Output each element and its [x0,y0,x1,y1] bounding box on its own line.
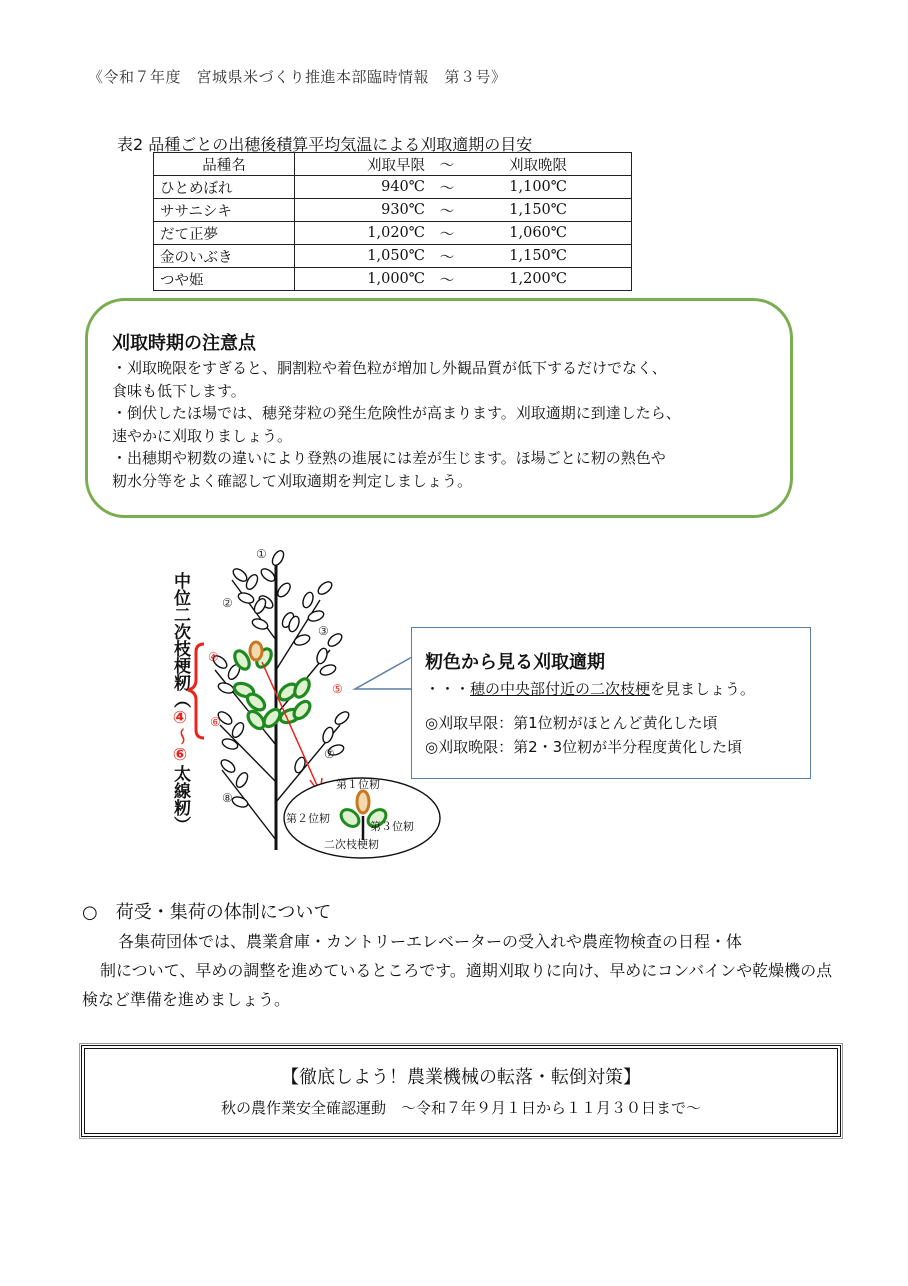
document-header: 《令和７年度 宮城県米づくり推進本部臨時情報 第３号》 [88,68,507,86]
table-caption: 表2 品種ごとの出穂後積算平均気温による刈取適期の目安 [117,135,533,154]
header-variety: 品種名 [154,153,295,176]
safety-campaign-box [81,1045,841,1137]
cell-late: 1,150℃ [509,248,567,264]
cell-early: 1,020℃ [367,225,425,241]
safety-title: 【徹底しよう！農業機械の転落・転倒対策】 [281,1067,641,1088]
table-row [154,222,632,245]
cell-variety: ササニシキ [154,199,295,222]
cell-late: 1,060℃ [509,225,567,241]
callout-sub-underlined: 穂の中央部付近の二次枝梗 [470,680,651,698]
branch-number-6: ⑥ [210,715,221,729]
orange-grain [250,642,262,660]
cell-tilde: ～ [439,272,455,289]
notice-title: 刈取時期の注意点 [112,333,256,354]
callout-sub-suffix: を見ましょう。 [650,680,756,698]
label-first-grain: 第１位籾 [336,778,380,791]
table-row [154,245,632,268]
branch-number-2: ② [222,596,233,610]
header-tilde: ～ [439,157,455,174]
cell-late: 1,200℃ [509,271,567,287]
cell-tilde: ～ [439,249,455,266]
grain-color-callout [411,627,811,779]
cell-early: 940℃ [381,179,425,195]
notice-line: ・倒伏したほ場では、穂発芽粒の発生危険性が高まります。刈取適期に到達したら、 [112,404,681,422]
label-third-grain: 第３位籾 [370,820,414,833]
vlabel-part1: 中位二次枝梗籾（ [170,572,190,708]
harvest-notice-box [85,298,793,518]
notice-line: 籾水分等をよく確認して刈取適期を判定しましょう。 [112,471,473,490]
cell-tilde: ～ [439,226,455,243]
table-row [154,199,632,222]
label-second-grain: 第２位籾 [286,812,330,825]
branch-number-7: ⑦ [324,747,335,761]
callout-early-limit: ◎刈取早限：第1位籾がほとんど黄化した頃 [425,714,718,732]
label-secondary-branch: 二次枝梗籾 [324,838,379,851]
branch-number-8: ⑧ [222,791,233,805]
red-brace [188,644,204,738]
vlabel-part2: ④～⑥ [170,708,190,765]
section-body-rest: 制について、早めの調整を進めているところです。適期刈取りに向け、早めにコンバインや乾燥機の点検など準備を進めましょう。 [82,961,833,1009]
vlabel-part3: 太線籾） [170,765,190,833]
white-grains [211,549,351,809]
cell-late: 1,100℃ [509,179,567,195]
header-late: 刈取晩限 [509,157,567,174]
notice-line: ・刈取晩限をすぎると、胴割粒や着色粒が増加し外観品質が低下するだけでなく、 [112,359,667,377]
safety-subtitle: 秋の農作業安全確認運動 ～令和７年９月１日から１１月３０日まで～ [220,1099,701,1117]
branch-number-5: ⑤ [332,682,343,696]
notice-line: ・出穂期や籾数の違いにより登熟の進展には差が生じます。ほ場ごとに籾の熟色や [112,449,666,467]
callout-subtitle [425,678,755,699]
section-body [82,927,835,1014]
notice-body [112,357,681,492]
callout-pointer [345,627,415,692]
cell-variety: ひとめぼれ [154,176,295,199]
section-title: ○ 荷受・集荷の体制について [82,902,332,923]
harvest-table [153,152,632,291]
branch-number-3: ③ [318,624,329,638]
table-row [154,176,632,199]
cell-early: 930℃ [381,202,425,218]
notice-line: 食味も低下します。 [112,381,246,400]
header-early: 刈取早限 [367,157,425,174]
notice-line: 速やかに刈取りましょう。 [112,426,293,445]
cell-variety: 金のいぶき [154,245,295,268]
cell-early: 1,000℃ [367,271,425,287]
cell-variety: つや姫 [154,268,295,291]
callout-late-limit: ◎刈取晩限：第2・3位籾が半分程度黄化した頃 [425,738,743,756]
callout-title: 籾色から見る刈取適期 [425,652,605,673]
cell-tilde: ～ [439,203,455,220]
cell-variety: だて正夢 [154,222,295,245]
cell-late: 1,150℃ [509,202,567,218]
section-body-first: 各集荷団体では、農業倉庫・カントリーエレベーターの受入れや農産物検査の日程・体 [118,932,743,951]
cell-tilde: ～ [439,180,455,197]
table-row [154,268,632,291]
table-header-row [154,153,632,176]
cell-early: 1,050℃ [367,248,425,264]
callout-sub-prefix: ・・・ [425,680,471,698]
branch-number-1: ① [256,547,267,561]
branch-number-4: ④ [208,650,219,664]
